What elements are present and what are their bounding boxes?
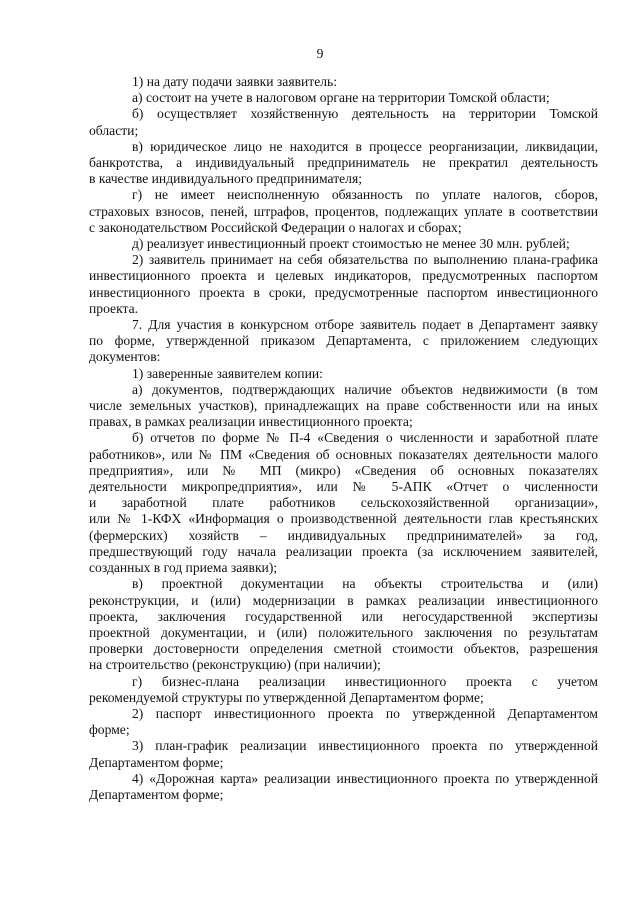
text-line: проектной документации, и (или) положительного заключения по результатам [89, 624, 598, 640]
text-line: проверки достоверности определения сметной стоимости объектов, разрешения [89, 641, 598, 657]
text-line: 1) на дату подачи заявки заявитель: [132, 74, 338, 89]
text-line: реконструкции, и (или) модернизации в рамках реализации инвестиционного [89, 592, 598, 608]
text-line: рекомендуемой структуры по утвержденной Департаментом форме; [89, 689, 484, 705]
paragraph [89, 674, 598, 706]
text-line: созданных в год приема заявки); [89, 560, 278, 576]
text-line: форме; [89, 722, 130, 738]
text-line: г) не имеет неисполненную обязанность по уплате налогов, сборов, [132, 187, 598, 203]
text-line: предприятия», или № МП (микро) «Сведения об основных показателях [89, 462, 598, 478]
text-line: или № 1-КФХ «Информация о производственной деятельности глав крестьянских [89, 511, 598, 527]
paragraph [89, 738, 598, 770]
paragraph [89, 430, 598, 576]
paragraph [89, 382, 598, 431]
paragraph [89, 576, 598, 673]
text-line: работников», или № ПМ «Сведения об основных показателях деятельности малого [89, 446, 598, 462]
text-line: (фермерских) хозяйств – индивидуальных предпринимателей» за год, [89, 527, 598, 543]
text-line: правах, в рамках реализации инвестиционного проекта; [89, 414, 413, 430]
text-line: 2) заявитель принимает на себя обязательства по выполнению плана-графика [132, 252, 598, 268]
paragraph [89, 252, 598, 317]
text-line: с законодательством Российской Федерации о налогах и сборах; [89, 219, 462, 235]
text-line: банкротства, а индивидуальный предприниматель не прекратил деятельность [89, 155, 598, 171]
text-line: в) юридическое лицо не находится в процессе реорганизации, ликвидации, [132, 138, 598, 154]
text-line: области; [89, 122, 139, 138]
text-line: 4) «Дорожная карта» реализации инвестиционного проекта по утвержденной [132, 770, 598, 786]
text-line: г) бизнес-плана реализации инвестиционного проекта с учетом [132, 673, 598, 689]
paragraph [89, 74, 598, 90]
text-line: д) реализует инвестиционный проект стоимостью не менее 30 млн. рублей; [132, 236, 570, 252]
text-line: а) документов, подтверждающих наличие объектов недвижимости (в том [132, 381, 598, 397]
text-line: документов: [89, 349, 161, 365]
paragraph [89, 187, 598, 236]
text-line: в качестве индивидуального предпринимателя; [89, 171, 362, 187]
document-body [89, 74, 598, 803]
text-line: инвестиционного проекта в сроки, предусмотренные паспортом инвестиционного [89, 284, 598, 300]
text-line: 2) паспорт инвестиционного проекта по утвержденной Департаментом [132, 705, 598, 721]
text-line: а) состоит на учете в налоговом органе на территории Томской области; [132, 90, 550, 106]
paragraph [89, 236, 598, 252]
text-line: деятельности микропредприятия», или № 5-АПК «Отчет о численности [89, 479, 598, 495]
paragraph [89, 771, 598, 803]
text-line: 3) план-график реализации инвестиционного проекта по утвержденной [132, 738, 598, 754]
text-line: и заработной плате работников сельскохозяйственной организации», [89, 495, 598, 511]
paragraph [89, 366, 598, 382]
text-line: проекта, заключения государственной или негосударственной экспертизы [89, 608, 598, 624]
page-number: 9 [316, 46, 324, 61]
text-line: 7. Для участия в конкурсном отборе заявитель подает в Департамент заявку [132, 317, 598, 333]
text-line: Департаментом форме; [89, 786, 224, 802]
paragraph [89, 106, 598, 138]
paragraph [89, 90, 598, 106]
text-line: инвестиционного проекта и целевых индикаторов, предусмотренных паспортом [89, 268, 598, 284]
paragraph [89, 317, 598, 366]
text-line: на строительство (реконструкцию) (при наличии); [89, 657, 381, 673]
paragraph [89, 139, 598, 188]
paragraph [89, 706, 598, 738]
text-line: проекта. [89, 300, 139, 316]
text-line: страховых взносов, пеней, штрафов, процентов, подлежащих уплате в соответствии [89, 203, 598, 219]
text-line: предшествующий году начала реализации проекта (за исключением заявителей, [89, 543, 598, 559]
text-line: Департаментом форме; [89, 754, 224, 770]
text-line: числе земельных участков), принадлежащих на праве собственности или на иных [89, 398, 598, 414]
text-line: б) осуществляет хозяйственную деятельность на территории Томской [132, 106, 598, 122]
text-line: по форме, утвержденной приказом Департамента, с приложением следующих [89, 333, 598, 349]
text-line: в) проектной документации на объекты строительства и (или) [132, 576, 598, 592]
text-line: 1) заверенные заявителем копии: [132, 365, 323, 381]
text-line: б) отчетов по форме № П-4 «Сведения о численности и заработной плате [132, 430, 598, 446]
